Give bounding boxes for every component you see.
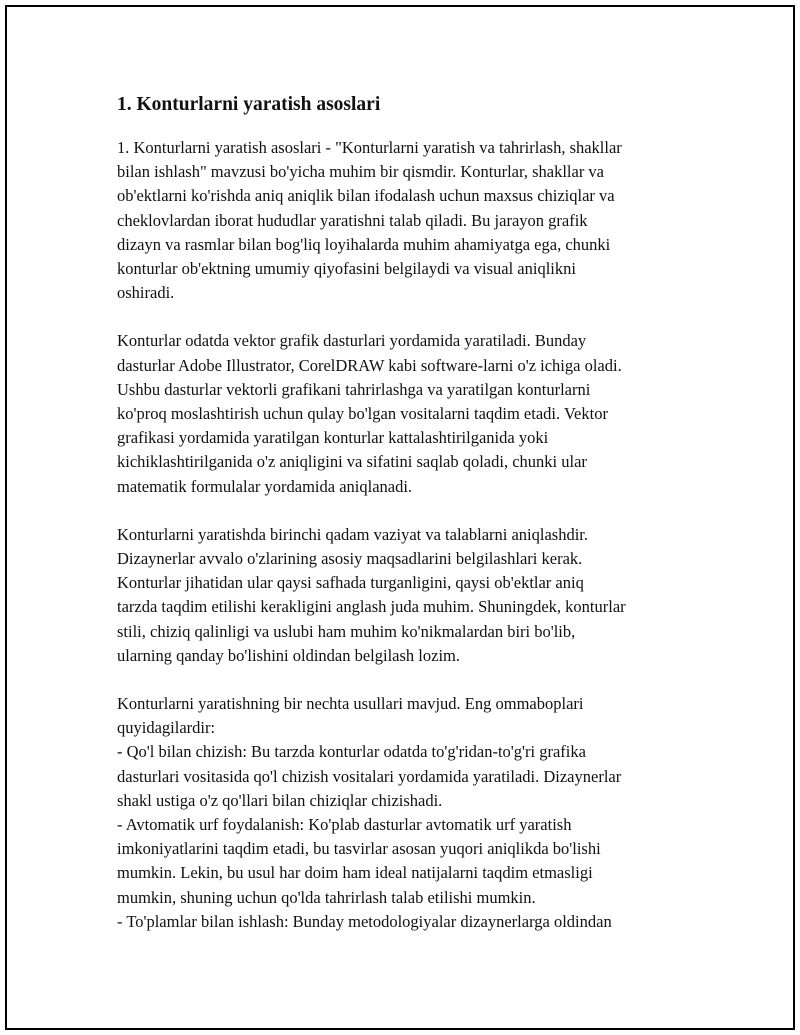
list-item: - Avtomatik urf foydalanish: Ko'plab dasturlar avtomatik urf yaratish: [117, 815, 572, 835]
text-line: ob'ektlarni ko'rishda aniq aniqlik bilan ifodalash uchun maxsus chiziqlar va: [117, 186, 615, 206]
text-line: Konturlarni yaratishda birinchi qadam vaziyat va talablarni aniqlashdir.: [117, 524, 589, 544]
text-line: dasturlar Adobe Illustrator, CorelDRAW kabi software-larni o'z ichiga oladi.: [117, 355, 622, 375]
document-body: [117, 92, 697, 934]
text-line: bilan ishlash" mavzusi bo'yicha muhim bir qismdir. Konturlar, shakllar va: [117, 162, 605, 182]
text-line: oshiradi.: [117, 283, 175, 303]
paragraph-2: [117, 329, 697, 498]
text-line: mumkin. Lekin, bu usul har doim ham ideal natijalarni taqdim etmasligi: [117, 863, 593, 883]
text-line: tarzda taqdim etilishi kerakligini anglash juda muhim. Shuningdek, konturlar: [117, 597, 626, 617]
paragraph-1: [117, 136, 697, 305]
text-line: cheklovlardan iborat hududlar yaratishni talab qiladi. Bu jarayon grafik: [117, 210, 588, 230]
text-line: stili, chiziq qalinligi va uslubi ham muhim ko'nikmalardan biri bo'lib,: [117, 621, 576, 641]
text-line: ularning qanday bo'lishini oldindan belgilash lozim.: [117, 645, 461, 665]
text-line: grafikasi yordamida yaratilgan konturlar kattalashtirilganida yoki: [117, 428, 549, 448]
list-item: - To'plamlar bilan ishlash: Bunday metodologiyalar dizaynerlarga oldindan: [117, 911, 612, 931]
text-line: quyidagilardir:: [117, 718, 216, 738]
paragraph-4: [117, 692, 697, 934]
paragraph-3: [117, 523, 697, 668]
text-line: kichiklashtirilganida o'z aniqligini va sifatini saqlab qoladi, chunki ular: [117, 452, 587, 472]
text-line: Konturlarni yaratishning bir nechta usullari mavjud. Eng ommaboplari: [117, 694, 584, 714]
text-line: Dizaynerlar avvalo o'zlarining asosiy maqsadlarini belgilashlari kerak.: [117, 549, 583, 569]
text-line: konturlar ob'ektning umumiy qiyofasini belgilaydi va visual aniqlikni: [117, 259, 576, 279]
text-line: Konturlar odatda vektor grafik dasturlari yordamida yaratiladi. Bunday: [117, 331, 587, 351]
section-heading: 1. Konturlarni yaratish asoslari: [117, 94, 381, 115]
text-line: Ushbu dasturlar vektorli grafikani tahrirlashga va yaratilgan konturlarni: [117, 379, 591, 399]
text-line: ko'proq moslashtirish uchun qulay bo'lgan vositalarni taqdim etadi. Vektor: [117, 404, 608, 424]
text-line: dizayn va rasmlar bilan bog'liq loyihalarda muhim ahamiyatga ega, chunki: [117, 234, 611, 254]
text-line: imkoniyatlarini taqdim etadi, bu tasvirlar asosan yuqori aniqlikda bo'lishi: [117, 839, 601, 859]
list-item: - Qo'l bilan chizish: Bu tarzda konturlar odatda to'g'ridan-to'g'ri grafika: [117, 742, 586, 762]
text-line: Konturlar jihatidan ular qaysi safhada turganligini, qaysi ob'ektlar aniq: [117, 573, 584, 593]
text-line: shakl ustiga o'z qo'llari bilan chiziqlar chizishadi.: [117, 790, 443, 810]
text-line: matematik formulalar yordamida aniqlanadi.: [117, 476, 413, 496]
text-line: 1. Konturlarni yaratish asoslari - "Konturlarni yaratish va tahrirlash, shakllar: [117, 138, 622, 157]
text-line: dasturlari vositasida qo'l chizish vositalari yordamida yaratiladi. Dizaynerlar: [117, 766, 622, 786]
text-line: mumkin, shuning uchun qo'lda tahrirlash talab etilishi mumkin.: [117, 887, 536, 907]
